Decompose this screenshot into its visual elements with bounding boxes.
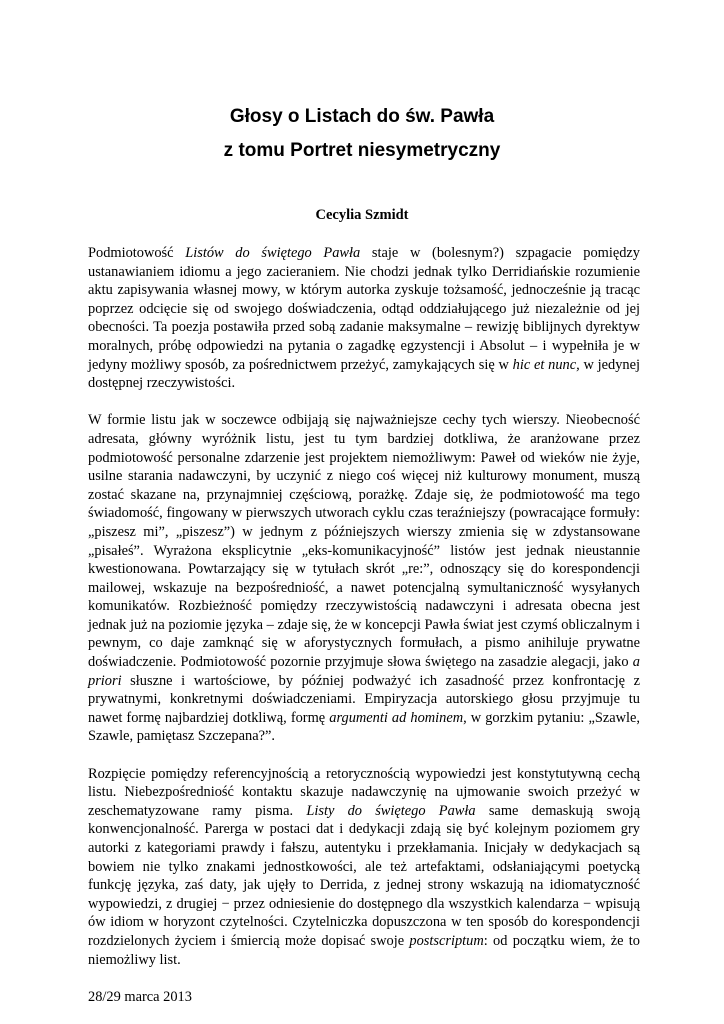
- italic-text-run: postscriptum: [409, 932, 484, 949]
- italic-text-run: Listy do świętego Pawła: [306, 802, 476, 819]
- paragraph: [88, 244, 640, 393]
- paragraph: [88, 411, 640, 746]
- title-line-1: Głosy o Listach do św. Pawła: [229, 106, 495, 127]
- italic-text-run: Listów do świętego Pawła: [185, 245, 361, 261]
- text-run: , w gorzkim pytaniu: „Szawle, Szawle, pamiętasz Szczepana?”.: [88, 709, 641, 745]
- paragraph: [88, 765, 640, 970]
- author-name: Cecylia Szmidt: [315, 207, 409, 223]
- text-run: staje w (bolesnym?) szpagacie pomiędzy ustanawianiem idiomu a jego zacieraniem. Nie chodzi jednak tylko Derridiańskie rozumienie aktu zapisywania własnej mowy, w którym autorka zyskuje tożsamość, jednocześnie ją tracąc poprzez odcięcie się od swojego doświadczenia, odtąd oddziałującego już niezależnie od jej obecności. Ta poezja postawiła przed sobą zadanie maksymalne – rewizję biblijnych dyrektyw moralnych, próbę odpowiedzi na pytania o zagadkę egzystencji i Absolut – i wypełniła je w jedyny możliwy sposób, za pośrednictwem przeżyć, zamykających się w: [88, 245, 641, 373]
- italic-text-run: a priori: [88, 654, 640, 689]
- text-run: w jedynej dostępnej rzeczywistości.: [88, 356, 640, 392]
- text-run: same demaskują swoją konwencjonalność. Parerga w postaci dat i dedykacji zdają się być kolejnym poziomem gry autorki z kategoriami prawdy i fałszu, autentyku i przekłamania. Inicjały w dedykacjach są bowiem nie tylko znakami jednostkowości, ale też artefaktami, odsłaniającymi poetycką funkcję języka, zaś daty, jak ujęły to Derrida, z jednej strony wskazują na idiomatyczność wypowiedzi, z drugiej − przez odniesienie do dostępnego dla wszystkich kalendarza − wpisują ów idiom w horyzont czytelności. Czytelniczka dopuszczona w ten sposób do korespondencji rozdzielonych życiem i śmiercią może dopisać swoje: [88, 802, 641, 949]
- text-run: : od początku wiem, że to niemożliwy list.: [88, 932, 640, 968]
- date-line: 28/29 marca 2013: [88, 988, 192, 1005]
- italic-text-run: argumenti ad hominem: [329, 709, 464, 726]
- body-text: [88, 244, 640, 1006]
- italic-text-run: hic et nunc,: [512, 356, 580, 373]
- text-run: Rozpięcie pomiędzy referencyjnością a retorycznością wypowiedzi jest konstytutywną cechą listu. Niebezpośredniość kontaktu skazuje nadawczynię na ujmowanie swoich przeżyć w zeschematyzowane ramy pisma.: [88, 765, 640, 819]
- title-block: [0, 100, 724, 168]
- text-run: W formie listu jak w soczewce odbijają się najważniejsze cechy tych wierszy. Nieobecność adresata, główny wyróżnik listu, jest tu tym bardziej dotkliwa, że aranżowane przez podmiotowość personalne zdarzenie jest projektem niemożliwym: Paweł od wieków nie żyje, usilne starania nadawczyni, by uczynić z niego coś więcej niż kulturowy monument, muszą zostać skazane na, przynajmniej częściową, porażkę. Zdaje się, że podmiotowość ma tego świadomość, fingowany w pierwszych utworach cyklu czas teraźniejszy (powracające formuły: „piszesz mi”, „piszesz”) w jednym z późniejszych wierszy zmienia się w zdystansowane „pisałeś”. Wyrażona eksplicytnie „eks-komunikacyjność” listów jest jednak nieustannie kwestionowana. Powtarzający się w tytułach skrót „re:”, odnoszący się do korespondencji mailowej, wskazuje na bezpośredniość, a nawet potencjalną symultaniczność wysyłanych komunikatów. Rozbieżność pomiędzy rzeczywistością nadawczyni i adresata obecna jest jednak już na poziomie języka – zdaje się, że w koncepcji Pawła świat jest czymś obliczalnym i pewnym, co daje zamknąć się w aforystycznych formułach, a pismo anihiluje prywatne doświadczenie. Podmiotowość pozornie przyjmuje słowa świętego na zasadzie alegacji, jako: [88, 412, 640, 671]
- text-run: słuszne i wartościowe, by później podważyć ich zasadność przez konfrontację z prywatnymi, konkretnymi doświadczeniami. Empiryzacja autorskiego głosu przyjmuje tu nawet formę najbardziej dotkliwą, formę: [88, 672, 640, 726]
- text-run: Podmiotowość: [88, 245, 186, 261]
- title-line-2: z tomu Portret niesymetryczny: [223, 140, 501, 161]
